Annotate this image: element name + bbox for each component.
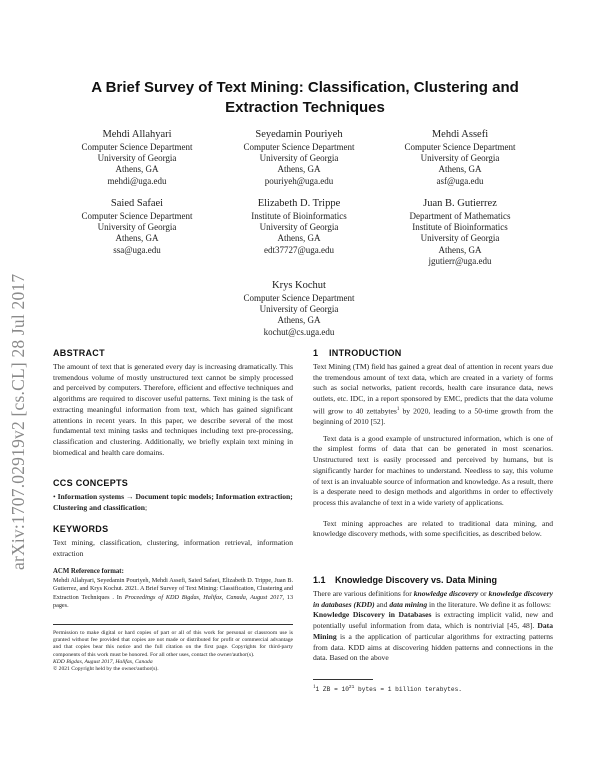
arxiv-stamp: arXiv:1707.02919v2 [cs.CL] 28 Jul 2017 <box>8 273 28 570</box>
author-dept: Computer Science Department <box>81 211 193 221</box>
acm-ref-text <box>53 577 293 610</box>
author-dept: Computer Science Department <box>243 293 355 303</box>
author-email[interactable]: mehdi@uga.edu <box>107 175 167 186</box>
kdd-p2a: is extracting implicit valid, new and potentially useful information from data, which is nontrivial [45, 48]. <box>313 610 553 631</box>
acm-ref-heading: ACM Reference format: <box>53 568 124 575</box>
kdd-number: 1.1 <box>313 575 326 585</box>
paper-title: A Brief Survey of Text Mining: Classification, Clustering and Extraction Techniques <box>91 79 519 116</box>
author-loc: Athens, GA <box>115 164 159 175</box>
author-inst: University of Georgia <box>259 153 339 164</box>
kdd-and: and <box>374 599 390 609</box>
kdd-paragraph-2 <box>313 610 553 664</box>
footnote-text <box>313 684 553 694</box>
author-inst: University of Georgia <box>259 222 339 233</box>
author-block <box>375 128 545 187</box>
footnote-mark: 1 <box>313 685 316 690</box>
author-inst: University of Georgia <box>97 153 177 164</box>
kdd-section <box>313 575 553 664</box>
intro-paragraph-1 <box>313 362 553 428</box>
acm-ref-proceedings: Proceedings of KDD Bigdas, Halifax, Canada, August 2017, <box>124 593 285 601</box>
author-block <box>214 128 384 187</box>
intro-p1b-text: by 2020, leading to a 50-time growth from the beginning of 2010 [52]. <box>313 406 553 427</box>
kdd-or: or <box>478 589 489 598</box>
author-email[interactable]: pouriyeh@uga.edu <box>264 175 334 186</box>
author-dept: Computer Science Department <box>404 142 516 152</box>
author-loc2: Athens, GA <box>438 244 482 255</box>
author-name: Seyedamin Pouriyeh <box>255 129 343 140</box>
keywords-section <box>53 524 293 559</box>
ccs-heading: CCS CONCEPTS <box>53 478 129 488</box>
author-name: Elizabeth D. Trippe <box>257 198 341 209</box>
author-block <box>375 197 545 267</box>
author-loc: Athens, GA <box>277 315 321 326</box>
author-email[interactable]: kochut@cs.uga.edu <box>263 326 335 337</box>
author-inst: University of Georgia <box>420 153 500 164</box>
permission-venue: KDD Bigdas, August 2017, Halifax, Canada <box>53 658 153 665</box>
ccs-part2: Document topic models <box>135 492 212 501</box>
ccs-arrow: → <box>125 492 134 501</box>
author-email[interactable]: edt37727@uga.edu <box>263 244 335 255</box>
footnote-exp: 21 <box>348 685 355 690</box>
acm-ref-section <box>53 568 293 610</box>
author-dept: Department of Mathematics <box>409 211 511 221</box>
footnote <box>313 684 553 694</box>
author-name: Saied Safaei <box>110 198 164 209</box>
author-dept: Computer Science Department <box>243 142 355 152</box>
author-block <box>214 279 384 338</box>
kdd-label: Knowledge Discovery in Databases <box>313 610 432 620</box>
kdd-p1b: in the literature. We define it as follows: <box>427 599 552 609</box>
keywords-text: Text mining, classification, clustering, information retrieval, information extraction <box>53 538 293 558</box>
intro-heading <box>313 348 553 358</box>
author-loc: Athens, GA <box>438 164 482 175</box>
kdd-term-kd: knowledge discovery <box>413 589 479 598</box>
introduction-section <box>313 348 553 540</box>
author-loc: Athens, GA <box>277 233 321 244</box>
ccs-section <box>53 478 293 513</box>
acm-ref-text1: Mehdi Allahyari, Seyedamin Pouriyeh, Mehdi Assefi, Saied Safaei, Elizabeth D. Trippe, Juan B. Gutierrez, and Krys Kochut. 2021. A Brief Survey of Text Mining: Classification, Clustering and Extraction Techniques . In <box>53 577 293 601</box>
author-inst: Institute of Bioinformatics <box>412 222 508 233</box>
permission-block <box>53 630 293 673</box>
kdd-term-dm: data mining <box>389 599 428 609</box>
author-email[interactable]: jgutierr@uga.edu <box>428 255 492 266</box>
footnote-ref[interactable]: 1 <box>396 406 400 412</box>
keywords-heading: KEYWORDS <box>53 524 109 534</box>
kdd-p1a: There are various definitions for <box>313 589 414 598</box>
permission-copyright: © 2021 Copyright held by the owner/author(s). <box>53 666 159 673</box>
author-block <box>52 128 222 187</box>
kdd-heading <box>313 575 553 585</box>
dm-label: Data Mining <box>313 621 553 641</box>
kdd-title: Knowledge Discovery vs. Data Mining <box>335 575 498 585</box>
intro-p1-text: Text Mining (TM) field has gained a great deal of attention in recent years due the tremendous amount of text data, which are created in a variety of forms such as social networks, patient records, health care insurance data, news outlets, etc. IDC, in a report sponsored by EMC, predicts that the data volume will grow to 40 zettabytes <box>313 362 553 416</box>
author-block <box>52 197 222 256</box>
abstract-section <box>53 348 293 458</box>
author-name: Mehdi Assefi <box>431 129 489 140</box>
author-name: Juan B. Gutierrez <box>423 198 497 209</box>
author-loc: Athens, GA <box>277 164 321 175</box>
permission-text: Permission to make digital or hard copies of part or all of this work for personal or classroom use is granted without fee provided that copies are not made or distributed for profit or commercial advantage and that copies bear this notice and the full citation on the first page. Copyrights for third-party components of this work must be honored. For all other uses, contact the owner/author(s). <box>53 630 293 658</box>
author-block <box>214 197 384 256</box>
author-inst: University of Georgia <box>97 222 177 233</box>
ccs-part3: ; Information extraction <box>211 492 291 501</box>
author-loc: Athens, GA <box>115 233 159 244</box>
author-loc: University of Georgia <box>420 233 500 244</box>
intro-title: INTRODUCTION <box>329 348 402 358</box>
intro-paragraph-3: Text mining approaches are related to traditional data mining, and knowledge discovery methods, with some specificities, as described below. <box>313 518 553 539</box>
footnote-body: 1 ZB = 10 <box>315 686 349 694</box>
author-email[interactable]: asf@uga.edu <box>436 175 484 186</box>
ccs-text <box>53 492 293 513</box>
footnote-body2: bytes = 1 billion terabytes. <box>354 686 463 694</box>
author-email[interactable]: ssa@uga.edu <box>113 244 161 255</box>
intro-paragraph-2: Text data is a good example of unstructured information, which is one of the simplest forms of data that can be generated in most scenarios. Unstructured text is easily processed and perceived by humans, but is significantly harder for machines to understand. Needless to say, this volume of text is an invaluable source of information and knowledge. As a result, there is a desperate need to design methods and algorithms in order to effectively process this avalanche of text in a wide variety of applications. <box>313 433 553 507</box>
ccs-part4: ; Clustering and classification <box>53 492 293 512</box>
kdd-paragraph-1 <box>313 589 553 610</box>
abstract-text: The amount of text that is generated every day is increasing dramatically. This tremendous volume of mostly unstructured text cannot be simply processed and perceived by computers. Therefore, efficient and effective techniques and algorithms are required to discover useful patterns. Text mining is the task of extracting meaningful information from text, which has gained significant attentions in recent years. In this paper, we describe several of the most fundamental text mining tasks and techniques including text pre-processing, classification and clustering. Additionally, we briefly explain text mining in biomedical and health care domains. <box>53 362 293 457</box>
footer-divider <box>53 624 293 625</box>
author-dept: Institute of Bioinformatics <box>251 211 347 221</box>
acm-ref-text2: 13 pages. <box>53 593 294 609</box>
ccs-end: ; <box>144 502 148 512</box>
kdd-p2b: is a the application of particular algorithms for extracting patterns from data. KDD aims at discovering hidden patterns and connections in the data. Based on the above <box>313 631 553 663</box>
footnote-divider <box>313 679 373 680</box>
ccs-bullet: • <box>53 492 56 501</box>
author-inst: University of Georgia <box>259 304 339 315</box>
author-name: Krys Kochut <box>272 280 326 291</box>
ccs-part1: Information systems <box>57 492 125 501</box>
abstract-heading: ABSTRACT <box>53 348 105 358</box>
author-dept: Computer Science Department <box>81 142 193 152</box>
kdd-term-kdd: knowledge discovery in databases (KDD) <box>313 589 553 609</box>
author-name: Mehdi Allahyari <box>102 129 172 140</box>
intro-number: 1 <box>313 348 319 358</box>
